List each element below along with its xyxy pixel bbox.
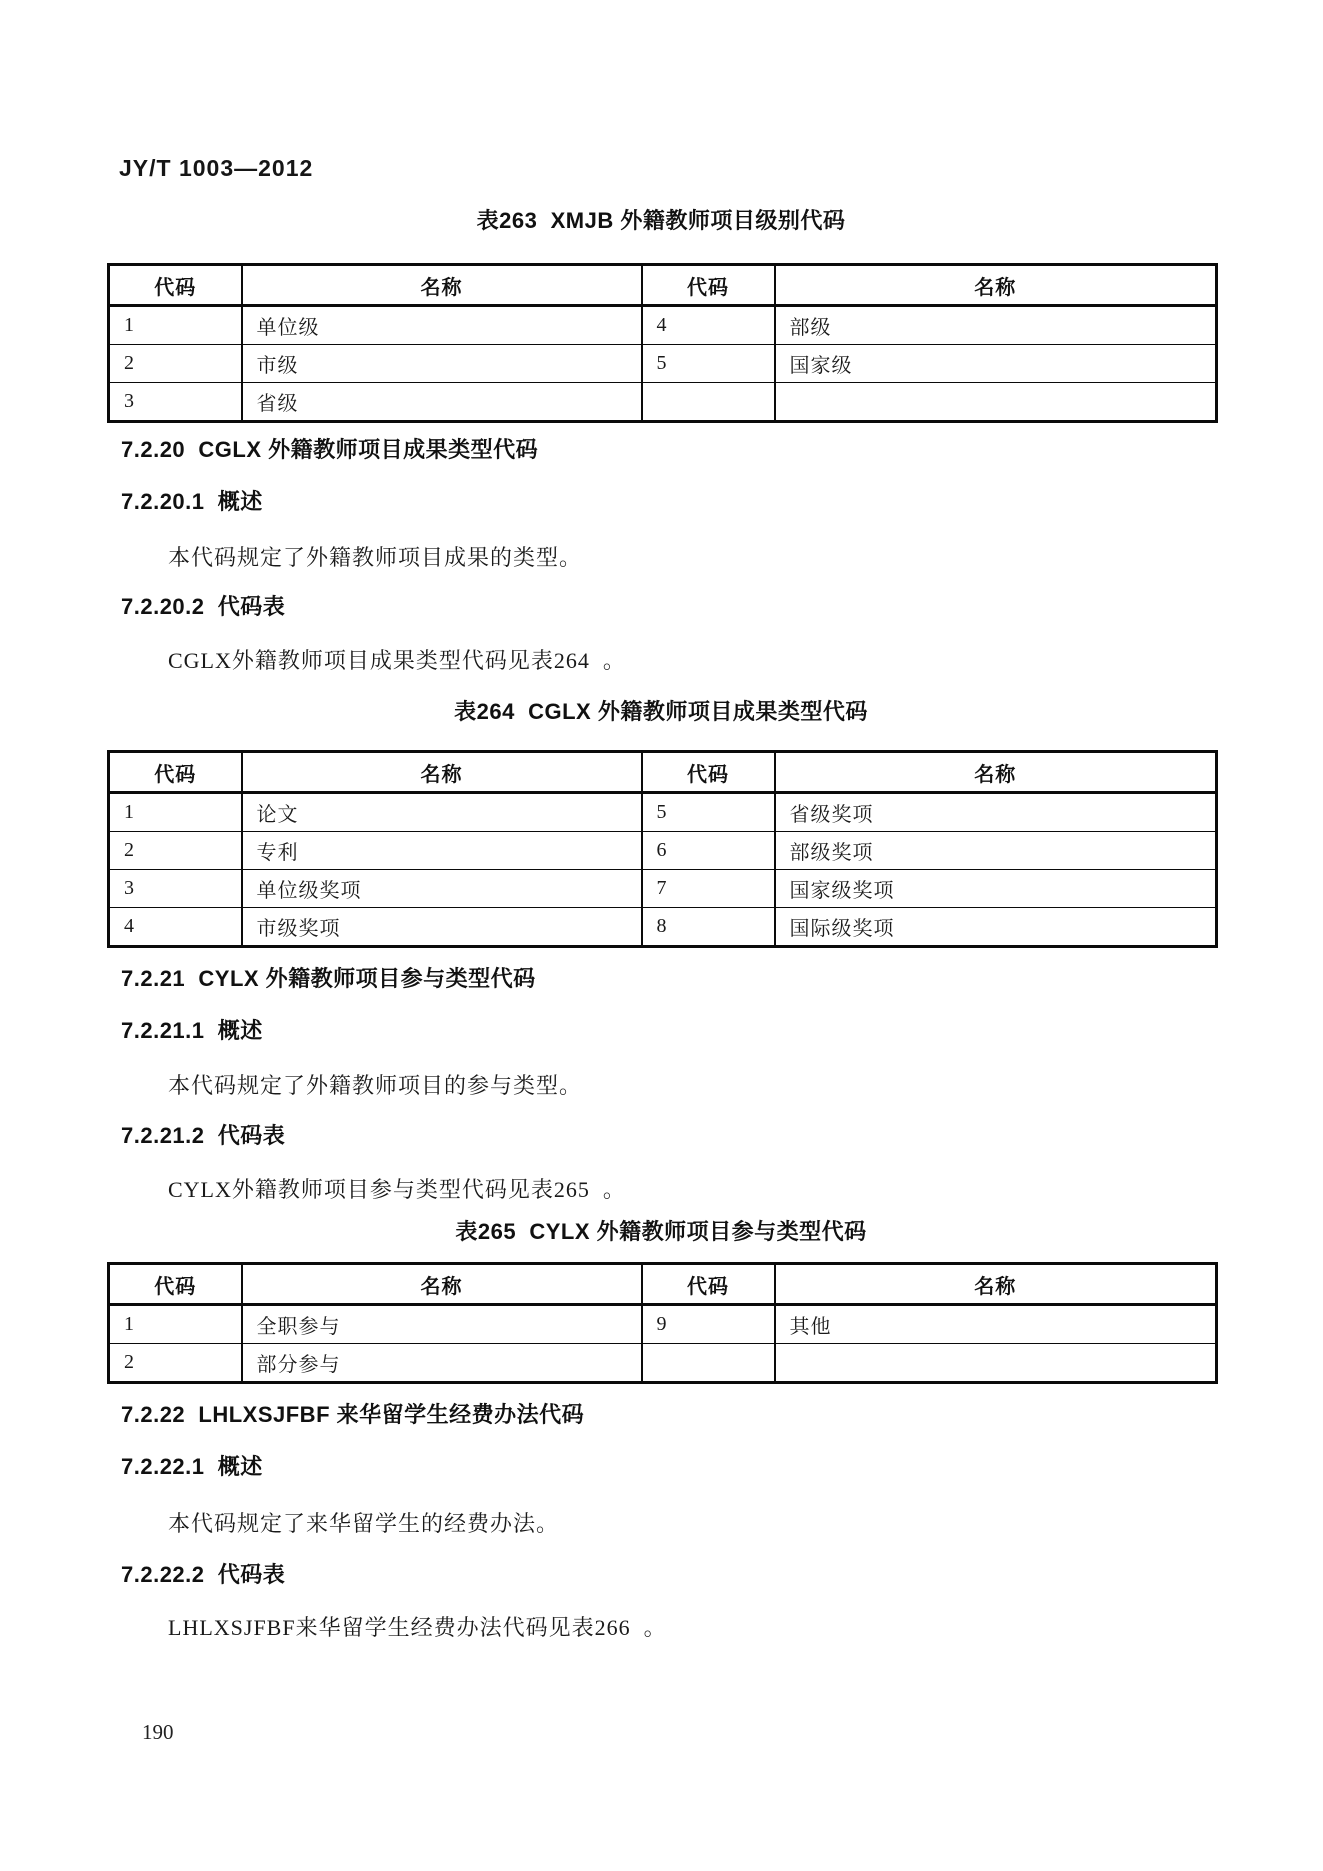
cell-name: 省级奖项 bbox=[775, 793, 1217, 832]
code-table-263 bbox=[107, 263, 1218, 423]
cell-name: 单位级 bbox=[242, 306, 642, 345]
cell-code: 2 bbox=[109, 832, 242, 870]
column-header-name: 名称 bbox=[775, 752, 1217, 793]
cell-code: 1 bbox=[109, 306, 242, 345]
paragraph-codetable-7-2-20: CGLX外籍教师项目成果类型代码见表264 。 bbox=[168, 648, 626, 673]
table-caption-265: 表265 CYLX 外籍教师项目参与类型代码 bbox=[455, 1219, 867, 1244]
cell-code: 3 bbox=[109, 870, 242, 908]
cell-code: 8 bbox=[642, 908, 775, 947]
code-table-265 bbox=[107, 1262, 1218, 1384]
cell-code: 4 bbox=[642, 306, 775, 345]
table-header-row bbox=[109, 1264, 1217, 1305]
paragraph-overview-7-2-20: 本代码规定了外籍教师项目成果的类型。 bbox=[168, 545, 583, 570]
column-header-name: 名称 bbox=[242, 1264, 642, 1305]
column-header-code: 代码 bbox=[109, 752, 242, 793]
cell-code: 5 bbox=[642, 345, 775, 383]
cell-code bbox=[642, 1344, 775, 1383]
table-row bbox=[109, 383, 1217, 422]
cell-name bbox=[775, 1344, 1217, 1383]
page-number: 190 bbox=[142, 1720, 174, 1744]
paragraph-codetable-7-2-22: LHLXSJFBF来华留学生经费办法代码见表266 。 bbox=[168, 1615, 667, 1640]
column-header-code: 代码 bbox=[642, 1264, 775, 1305]
paragraph-overview-7-2-21: 本代码规定了外籍教师项目的参与类型。 bbox=[168, 1073, 583, 1098]
cell-code: 2 bbox=[109, 1344, 242, 1383]
column-header-code: 代码 bbox=[642, 752, 775, 793]
table-row bbox=[109, 908, 1217, 947]
section-heading-7-2-21-1: 7.2.21.1 概述 bbox=[121, 1018, 263, 1043]
table-caption-264: 表264 CGLX 外籍教师项目成果类型代码 bbox=[454, 699, 868, 724]
cell-name: 市级奖项 bbox=[242, 908, 642, 947]
cell-code: 1 bbox=[109, 1305, 242, 1344]
cell-code: 7 bbox=[642, 870, 775, 908]
table-row bbox=[109, 306, 1217, 345]
cell-code: 2 bbox=[109, 345, 242, 383]
column-header-code: 代码 bbox=[642, 265, 775, 306]
cell-name: 部级奖项 bbox=[775, 832, 1217, 870]
cell-name: 单位级奖项 bbox=[242, 870, 642, 908]
section-heading-7-2-22: 7.2.22 LHLXSJFBF 来华留学生经费办法代码 bbox=[121, 1402, 585, 1427]
section-heading-7-2-20-1: 7.2.20.1 概述 bbox=[121, 489, 263, 514]
section-heading-7-2-22-2: 7.2.22.2 代码表 bbox=[121, 1562, 286, 1587]
cell-name: 全职参与 bbox=[242, 1305, 642, 1344]
cell-name: 市级 bbox=[242, 345, 642, 383]
table-row bbox=[109, 793, 1217, 832]
doc-number: JY/T 1003—2012 bbox=[119, 155, 314, 181]
cell-name: 国家级奖项 bbox=[775, 870, 1217, 908]
section-heading-7-2-22-1: 7.2.22.1 概述 bbox=[121, 1454, 263, 1479]
cell-code bbox=[642, 383, 775, 422]
cell-name: 国际级奖项 bbox=[775, 908, 1217, 947]
table-header-row bbox=[109, 752, 1217, 793]
cell-name bbox=[775, 383, 1217, 422]
table-row bbox=[109, 1305, 1217, 1344]
column-header-name: 名称 bbox=[775, 265, 1217, 306]
cell-code: 6 bbox=[642, 832, 775, 870]
section-heading-7-2-20-2: 7.2.20.2 代码表 bbox=[121, 594, 286, 619]
cell-name: 部分参与 bbox=[242, 1344, 642, 1383]
table-row bbox=[109, 1344, 1217, 1383]
column-header-code: 代码 bbox=[109, 1264, 242, 1305]
cell-name: 其他 bbox=[775, 1305, 1217, 1344]
cell-code: 3 bbox=[109, 383, 242, 422]
table-row bbox=[109, 832, 1217, 870]
table-row bbox=[109, 345, 1217, 383]
section-heading-7-2-21-2: 7.2.21.2 代码表 bbox=[121, 1123, 286, 1148]
cell-name: 专利 bbox=[242, 832, 642, 870]
column-header-name: 名称 bbox=[242, 265, 642, 306]
section-heading-7-2-20: 7.2.20 CGLX 外籍教师项目成果类型代码 bbox=[121, 437, 539, 462]
column-header-name: 名称 bbox=[775, 1264, 1217, 1305]
column-header-code: 代码 bbox=[109, 265, 242, 306]
table-row bbox=[109, 870, 1217, 908]
cell-name: 论文 bbox=[242, 793, 642, 832]
column-header-name: 名称 bbox=[242, 752, 642, 793]
cell-name: 部级 bbox=[775, 306, 1217, 345]
section-heading-7-2-21: 7.2.21 CYLX 外籍教师项目参与类型代码 bbox=[121, 966, 536, 991]
cell-code: 9 bbox=[642, 1305, 775, 1344]
table-header-row bbox=[109, 265, 1217, 306]
cell-code: 1 bbox=[109, 793, 242, 832]
paragraph-overview-7-2-22: 本代码规定了来华留学生的经费办法。 bbox=[168, 1511, 560, 1536]
code-table-264 bbox=[107, 750, 1218, 948]
paragraph-codetable-7-2-21: CYLX外籍教师项目参与类型代码见表265 。 bbox=[168, 1177, 626, 1202]
cell-code: 5 bbox=[642, 793, 775, 832]
table-caption-263: 表263 XMJB 外籍教师项目级别代码 bbox=[476, 208, 846, 233]
cell-name: 国家级 bbox=[775, 345, 1217, 383]
cell-code: 4 bbox=[109, 908, 242, 947]
cell-name: 省级 bbox=[242, 383, 642, 422]
